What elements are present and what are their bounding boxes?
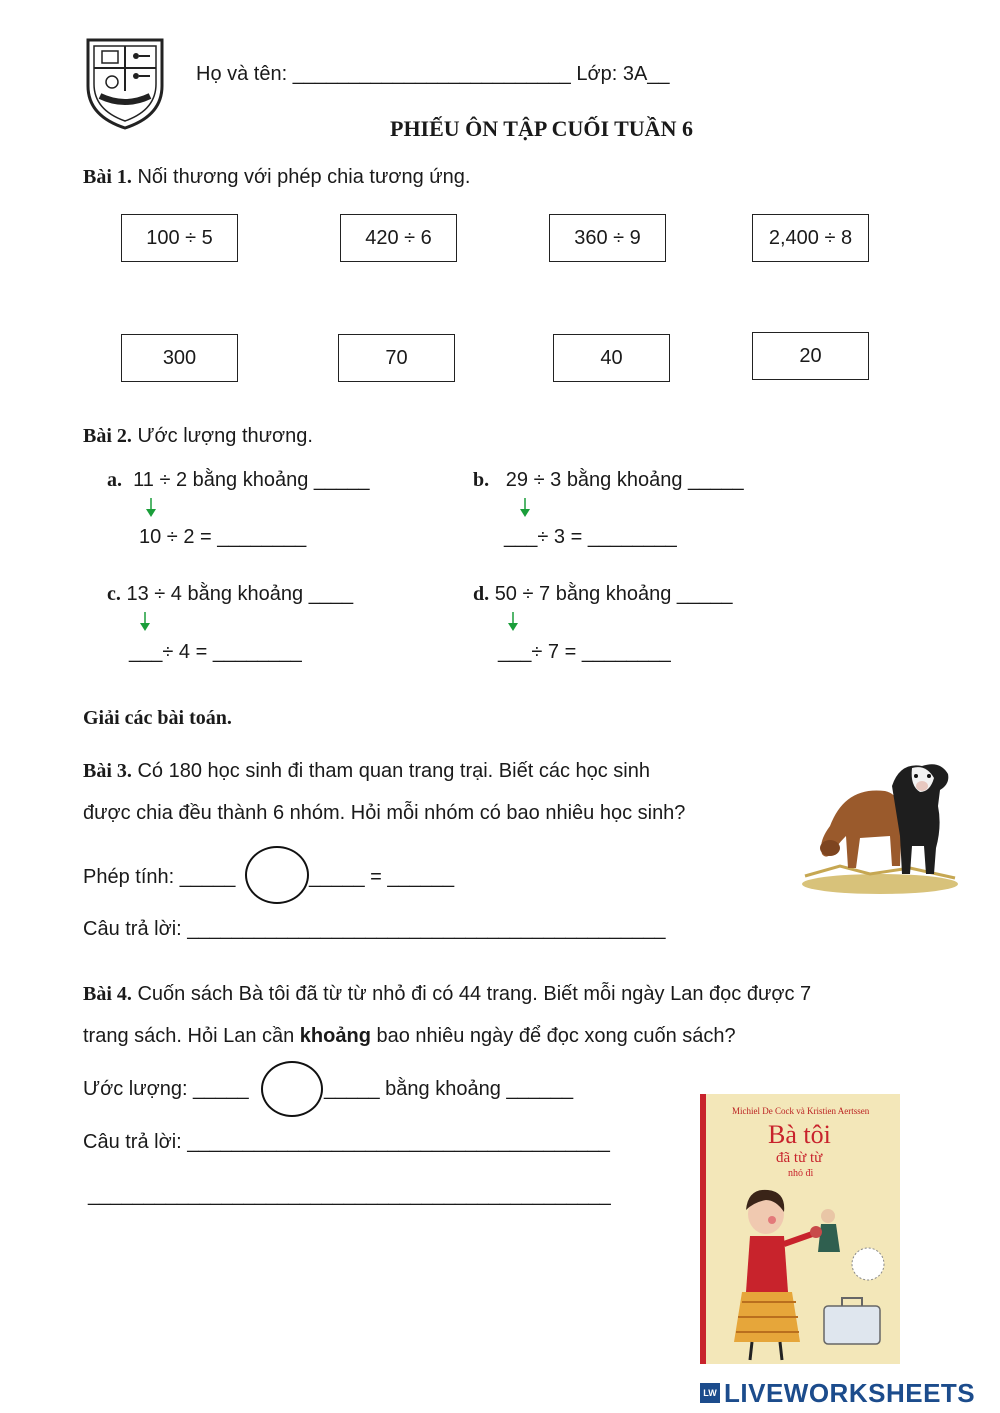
item-problem[interactable]: 11 ÷ 2 bằng khoảng _____	[133, 469, 370, 491]
bai3-calc-after[interactable]: _____ = ______	[309, 866, 455, 888]
bai3-line2: được chia đều thành 6 nhóm. Hỏi mỗi nhóm có bao nhiêu học sinh?	[83, 802, 686, 824]
page-title: PHIẾU ÔN TẬP CUỐI TUẦN 6	[390, 116, 693, 141]
bai2-item-a	[107, 469, 370, 492]
quotient-box-4[interactable]: 20	[752, 332, 869, 380]
bai2-estimate-b[interactable]: ___÷ 3 = ________	[504, 526, 677, 548]
item-problem[interactable]: 13 ÷ 4 bằng khoảng ____	[126, 583, 354, 605]
book-cover-image	[700, 1094, 900, 1364]
book-authors: Michiel De Cock và Kristien Aertssen	[732, 1106, 870, 1116]
operator-circle-input[interactable]	[261, 1061, 323, 1117]
section-title: Giải các bài toán.	[83, 707, 232, 729]
down-arrow-icon	[520, 498, 530, 518]
bai4-text2-pre: trang sách. Hỏi Lan cần	[83, 1025, 300, 1047]
bai4-line1	[83, 983, 811, 1006]
liveworksheets-badge-icon: LW	[700, 1383, 720, 1403]
item-problem[interactable]: 29 ÷ 3 bằng khoảng _____	[505, 469, 744, 491]
division-box-4[interactable]: 2,400 ÷ 8	[752, 214, 869, 262]
bai3-label: Bài 3.	[83, 760, 132, 782]
book-illustration	[706, 1182, 900, 1364]
item-problem[interactable]: 50 ÷ 7 bằng khoảng _____	[494, 583, 733, 605]
bai3-line1	[83, 760, 650, 783]
liveworksheets-text: LIVEWORKSHEETS	[724, 1377, 976, 1408]
book-title-2: đã từ từ	[776, 1150, 823, 1166]
book-title-1: Bà tôi	[768, 1120, 831, 1149]
bai4-estimate-after[interactable]: _____ bằng khoảng ______	[324, 1078, 574, 1100]
division-box-3[interactable]: 360 ÷ 9	[549, 214, 666, 262]
quotient-box-3[interactable]: 40	[553, 334, 670, 382]
bai2-estimate-c[interactable]: ___÷ 4 = ________	[129, 641, 302, 663]
bai2-item-c	[107, 583, 353, 606]
school-logo	[80, 36, 170, 130]
item-letter: a.	[107, 469, 122, 491]
bai2-label: Bài 2.	[83, 425, 132, 447]
bai4-label: Bài 4.	[83, 983, 132, 1005]
book-title-3: nhỏ đi	[788, 1168, 814, 1179]
item-letter: d.	[473, 583, 490, 605]
bai1-label: Bài 1.	[83, 166, 132, 188]
division-box-1[interactable]: 100 ÷ 5	[121, 214, 238, 262]
bai4-answer[interactable]: Câu trả lời: ______________________________________	[83, 1131, 610, 1153]
bai4-estimate-label[interactable]: Ước lượng: _____	[83, 1078, 249, 1100]
bai2-estimate-a[interactable]: 10 ÷ 2 = ________	[139, 526, 307, 548]
liveworksheets-logo	[700, 1377, 976, 1408]
bai2-item-d	[473, 583, 733, 606]
calves-image	[800, 756, 960, 896]
operator-circle-input[interactable]	[245, 846, 309, 904]
down-arrow-icon	[508, 612, 518, 632]
bai2-estimate-d[interactable]: ___÷ 7 = ________	[498, 641, 671, 663]
down-arrow-icon	[146, 498, 156, 518]
down-arrow-icon	[140, 612, 150, 632]
item-letter: c.	[107, 583, 121, 605]
division-box-2[interactable]: 420 ÷ 6	[340, 214, 457, 262]
bai2-instruction: Ước lượng thương.	[137, 425, 313, 447]
bai1-instruction: Nối thương với phép chia tương ứng.	[137, 166, 471, 188]
bai3-text1: Có 180 học sinh đi tham quan trang trại. Biết các học sinh	[137, 760, 650, 782]
quotient-box-2[interactable]: 70	[338, 334, 455, 382]
bai2-heading	[83, 425, 313, 448]
bai3-answer[interactable]: Câu trả lời: ___________________________________________	[83, 918, 666, 940]
bai4-extra-line[interactable]: _______________________________________________	[88, 1184, 611, 1206]
quotient-box-1[interactable]: 300	[121, 334, 238, 382]
name-class-line: Họ và tên: _________________________ Lớp: 3A__	[196, 63, 670, 85]
bai4-text2-post: bao nhiêu ngày để đọc xong cuốn sách?	[370, 1025, 736, 1047]
bai2-item-b	[473, 469, 744, 492]
item-letter: b.	[473, 469, 490, 491]
bai3-calc-label[interactable]: Phép tính: _____	[83, 866, 236, 888]
bai4-line2	[83, 1025, 736, 1048]
bai1-heading	[83, 166, 471, 189]
bai4-text1: Cuốn sách Bà tôi đã từ từ nhỏ đi có 44 trang. Biết mỗi ngày Lan đọc được 7	[137, 983, 812, 1005]
bai4-text2-bold: khoảng	[299, 1025, 371, 1047]
